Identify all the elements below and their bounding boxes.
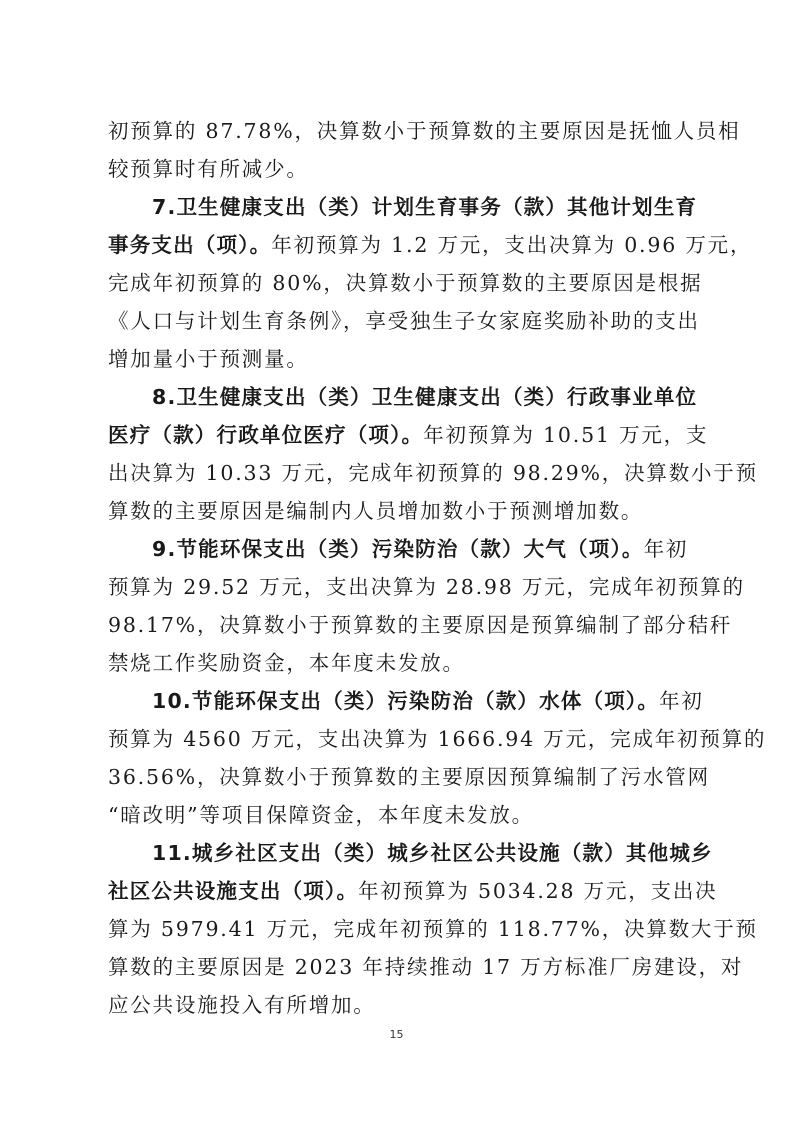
item-heading: 11.城乡社区支出（类）城乡社区公共设施（款）其他城乡 [152,841,713,865]
paragraph-item-7 [108,188,753,378]
text-line: 较预算时有所减少。 [108,157,309,181]
paragraph-pension-continuation [108,112,741,188]
item-heading: 8.卫生健康支出（类）卫生健康支出（类）行政事业单位 [152,385,698,409]
paragraph-item-8 [108,378,758,530]
document-body [108,112,767,1024]
text-line: 9.节能环保支出（类）污染防治（款）大气（项）。年初 [152,537,689,561]
text-line: 出决算为 10.33 万元，完成年初预算的 98.29%，决算数小于预 [108,461,758,485]
text-line: 预算为 29.52 万元，支出决算为 28.98 万元，完成年初预算的 [108,575,745,599]
text-line: 初预算的 87.78%，决算数小于预算数的主要原因是抚恤人员相 [108,119,741,143]
text-line: 增加量小于预测量。 [108,347,309,371]
text-line: 社区公共设施支出（项）。年初预算为 5034.28 万元，支出决 [108,879,718,903]
text-line: 算为 5979.41 万元，完成年初预算的 118.77%，决算数大于预 [108,917,758,941]
text-line: 完成年初预算的 80%，决算数小于预算数的主要原因是根据 [108,271,703,295]
item-heading: 7.卫生健康支出（类）计划生育事务（款）其他计划生育 [152,195,698,219]
text-line [108,188,708,226]
paragraph-item-11 [108,834,758,1024]
text-line [108,834,713,872]
paragraph-item-10 [108,682,767,834]
item-heading: 医疗（款）行政单位医疗（项）。 [108,423,424,447]
text-line: “暗改明”等项目保障资金，本年度未发放。 [108,803,534,827]
text-line: 《人口与计划生育条例》，享受独生子女家庭奖励补助的支出 [108,309,700,333]
page-number: 15 [389,1028,404,1041]
text-line: 应公共设施投入有所增加。 [108,993,376,1017]
text-line: 算数的主要原因是编制内人员增加数小于预测增加数。 [108,499,644,523]
text-line: 事务支出（项）。年初预算为 1.2 万元，支出决算为 0.96 万元， [108,233,753,257]
text-line: 10.节能环保支出（类）污染防治（款）水体（项）。年初 [152,689,704,713]
paragraph-item-9 [108,530,745,682]
text-line: 算数的主要原因是 2023 年持续推动 17 万方标准厂房建设，对 [108,955,744,979]
item-heading: 社区公共设施支出（项）。 [108,879,359,903]
item-heading: 事务支出（项）。 [108,233,272,257]
item-heading: 9.节能环保支出（类）污染防治（款）大气（项）。 [152,537,644,561]
text-line: 98.17%，决算数小于预算数的主要原因是预算编制了部分秸秆 [108,613,733,637]
text-line: 36.56%，决算数小于预算数的主要原因预算编制了污水管网 [108,765,710,789]
text-line: 禁烧工作奖励资金，本年度未发放。 [108,651,465,675]
item-heading: 10.节能环保支出（类）污染防治（款）水体（项）。 [152,689,660,713]
text-line: 预算为 4560 万元，支出决算为 1666.94 万元，完成年初预算的 [108,727,767,751]
text-line [108,378,708,416]
text-line: 医疗（款）行政单位医疗（项）。年初预算为 10.51 万元，支 [108,423,709,447]
